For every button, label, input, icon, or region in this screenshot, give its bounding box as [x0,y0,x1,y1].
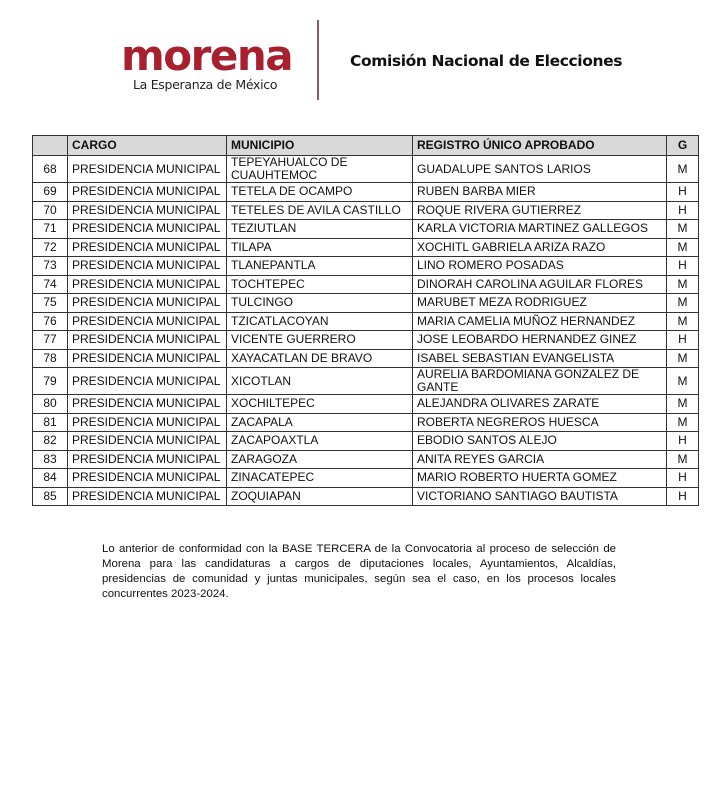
table-row [33,469,699,488]
municipio-cell: TETELES DE AVILA CASTILLO [227,201,413,220]
registro-cell: ISABEL SEBASTIAN EVANGELISTA [413,349,667,368]
row-number: 81 [33,413,68,432]
gender-cell: H [667,487,699,506]
cargo-cell: PRESIDENCIA MUNICIPAL [68,183,227,202]
gender-cell: M [667,156,699,183]
registro-cell: MARUBET MEZA RODRIGUEZ [413,294,667,313]
row-number: 78 [33,349,68,368]
col-header-cargo: CARGO [68,136,227,156]
registro-cell: ROQUE RIVERA GUTIERREZ [413,201,667,220]
cargo-cell: PRESIDENCIA MUNICIPAL [68,312,227,331]
municipio-cell: XAYACATLAN DE BRAVO [227,349,413,368]
row-number: 74 [33,275,68,294]
registro-cell: ROBERTA NEGREROS HUESCA [413,413,667,432]
gender-cell: H [667,201,699,220]
gender-cell: H [667,331,699,350]
gender-cell: H [667,432,699,451]
table-row [33,238,699,257]
col-header-registro: REGISTRO ÚNICO APROBADO [413,136,667,156]
cargo-cell: PRESIDENCIA MUNICIPAL [68,368,227,395]
registro-cell: ALEJANDRA OLIVARES ZARATE [413,395,667,414]
col-header-gender: G [667,136,699,156]
row-number: 70 [33,201,68,220]
gender-cell: M [667,220,699,239]
gender-cell: M [667,238,699,257]
gender-cell: H [667,469,699,488]
municipio-cell: TZICATLACOYAN [227,312,413,331]
municipio-cell: XICOTLAN [227,368,413,395]
cargo-cell: PRESIDENCIA MUNICIPAL [68,238,227,257]
registro-cell: VICTORIANO SANTIAGO BAUTISTA [413,487,667,506]
gender-cell: M [667,450,699,469]
table-row [33,432,699,451]
registro-cell: RUBEN BARBA MIER [413,183,667,202]
row-number: 77 [33,331,68,350]
gender-cell: M [667,294,699,313]
cargo-cell: PRESIDENCIA MUNICIPAL [68,413,227,432]
table-row [33,294,699,313]
row-number: 68 [33,156,68,183]
cargo-cell: PRESIDENCIA MUNICIPAL [68,395,227,414]
municipio-cell: TILAPA [227,238,413,257]
table-row [33,368,699,395]
municipio-cell: ZACAPOAXTLA [227,432,413,451]
gender-cell: M [667,349,699,368]
table-row [33,220,699,239]
commission-title: Comisión Nacional de Elecciones [350,52,623,70]
row-number: 83 [33,450,68,469]
registro-cell: MARIA CAMELIA MUÑOZ HERNANDEZ [413,312,667,331]
row-number: 84 [33,469,68,488]
row-number: 80 [33,395,68,414]
table-row [33,487,699,506]
municipio-cell: ZARAGOZA [227,450,413,469]
municipio-cell: TULCINGO [227,294,413,313]
registro-cell: DINORAH CAROLINA AGUILAR FLORES [413,275,667,294]
municipio-cell: TLANEPANTLA [227,257,413,276]
row-number: 82 [33,432,68,451]
gender-cell: M [667,312,699,331]
row-number: 73 [33,257,68,276]
col-header-number [33,136,68,156]
municipio-cell: ZACAPALA [227,413,413,432]
row-number: 79 [33,368,68,395]
row-number: 75 [33,294,68,313]
gender-cell: H [667,257,699,276]
cargo-cell: PRESIDENCIA MUNICIPAL [68,220,227,239]
logo-tagline: La Esperanza de México [133,77,278,92]
municipio-cell: ZOQUIAPAN [227,487,413,506]
registro-cell: GUADALUPE SANTOS LARIOS [413,156,667,183]
registro-cell: EBODIO SANTOS ALEJO [413,432,667,451]
row-number: 85 [33,487,68,506]
table-header-row [33,136,699,156]
cargo-cell: PRESIDENCIA MUNICIPAL [68,331,227,350]
municipio-cell: XOCHILTEPEC [227,395,413,414]
row-number: 69 [33,183,68,202]
table-row [33,450,699,469]
registro-cell: LINO ROMERO POSADAS [413,257,667,276]
col-header-municipio: MUNICIPIO [227,136,413,156]
municipio-cell: TETELA DE OCAMPO [227,183,413,202]
registro-cell: ANITA REYES GARCIA [413,450,667,469]
registro-cell: MARIO ROBERTO HUERTA GOMEZ [413,469,667,488]
cargo-cell: PRESIDENCIA MUNICIPAL [68,294,227,313]
cargo-cell: PRESIDENCIA MUNICIPAL [68,432,227,451]
registro-cell: JOSE LEOBARDO HERNANDEZ GINEZ [413,331,667,350]
municipio-cell: ZINACATEPEC [227,469,413,488]
municipio-cell: TEZIUTLAN [227,220,413,239]
table-row [33,257,699,276]
municipio-cell: TEPEYAHUALCO DE CUAUHTEMOC [227,156,413,183]
registro-cell: KARLA VICTORIA MARTINEZ GALLEGOS [413,220,667,239]
row-number: 72 [33,238,68,257]
municipio-cell: TOCHTEPEC [227,275,413,294]
table-row [33,312,699,331]
registro-cell: XOCHITL GABRIELA ARIZA RAZO [413,238,667,257]
municipio-cell: VICENTE GUERRERO [227,331,413,350]
gender-cell: M [667,275,699,294]
document-header [0,0,720,110]
table-row [33,156,699,183]
header-divider [317,20,319,100]
table-body [33,156,699,506]
cargo-cell: PRESIDENCIA MUNICIPAL [68,275,227,294]
gender-cell: H [667,183,699,202]
cargo-cell: PRESIDENCIA MUNICIPAL [68,469,227,488]
morena-logo: morena [121,31,293,80]
table-row [33,275,699,294]
cargo-cell: PRESIDENCIA MUNICIPAL [68,450,227,469]
table-row [33,331,699,350]
cargo-cell: PRESIDENCIA MUNICIPAL [68,257,227,276]
candidates-table [32,135,699,506]
cargo-cell: PRESIDENCIA MUNICIPAL [68,487,227,506]
cargo-cell: PRESIDENCIA MUNICIPAL [68,349,227,368]
table-row [33,395,699,414]
row-number: 76 [33,312,68,331]
gender-cell: M [667,395,699,414]
legal-note: Lo anterior de conformidad con la BASE TERCERA de la Convocatoria al proceso de selección de Morena para las candidaturas a cargos de diputaciones locales, Ayuntamientos, Alcaldías, presidencias de comunidad y juntas municipales, según sea el caso, en los procesos locales concurrentes 2023-2024. [102,543,616,600]
table-row [33,183,699,202]
table-row [33,413,699,432]
registro-cell: AURELIA BARDOMIANA GONZALEZ DE GANTE [413,368,667,395]
gender-cell: M [667,413,699,432]
cargo-cell: PRESIDENCIA MUNICIPAL [68,201,227,220]
table-row [33,349,699,368]
gender-cell: M [667,368,699,395]
row-number: 71 [33,220,68,239]
table-row [33,201,699,220]
cargo-cell: PRESIDENCIA MUNICIPAL [68,156,227,183]
